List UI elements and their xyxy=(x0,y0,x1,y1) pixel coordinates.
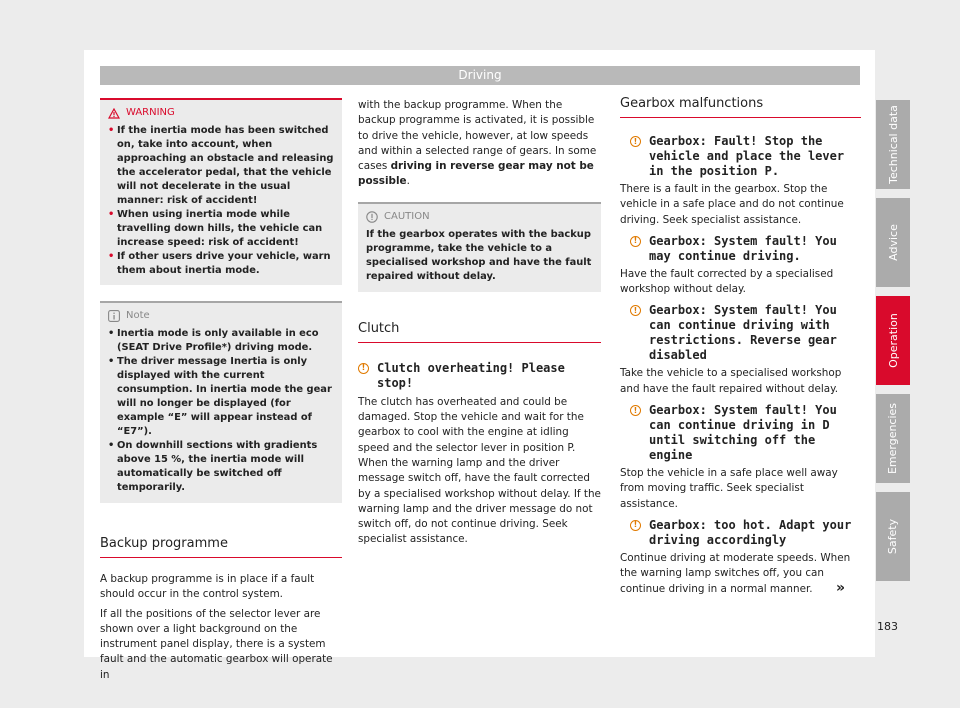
note-item: • Inertia mode is only available in eco (SEAT Drive Profile*) driving mode. xyxy=(108,327,334,355)
note-item: • The driver message Inertia is only displayed with the current consumption. In inertia mode the gear will no longer be displayed (for example “E” will appear instead of “E7”). xyxy=(108,355,334,439)
warning-lamp-icon: ! xyxy=(358,363,369,374)
warning-header xyxy=(108,106,334,120)
backup-text-c: . xyxy=(406,175,410,188)
gearbox-entry-text: Continue driving at moderate speeds. When the warning lamp switches off, you can continue driving in a normal manner. xyxy=(620,551,851,595)
note-header xyxy=(108,309,334,323)
warning-lamp-icon: ! xyxy=(630,236,641,247)
continue-marker: » xyxy=(836,580,846,596)
tab-advice[interactable] xyxy=(876,198,910,287)
tab-label: Technical data xyxy=(886,105,900,184)
note-item: • On downhill sections with gradients above 15 %, the inertia mode will automatically be switched off temporarily. xyxy=(108,439,334,495)
tab-label: Emergencies xyxy=(886,402,900,475)
clutch-text: The clutch has overheated and could be damaged. Stop the vehicle and wait for the gearbox to cool with the engine at idling speed and the selector lever in position P. When the warning lamp and the driver message switch off, have the fault corrected by a specialised workshop without delay. If the warning lamp and the driver message do not switch off, do not continue driving. Seek specialist assistance. xyxy=(358,395,601,546)
gearbox-message xyxy=(630,518,861,548)
gearbox-message xyxy=(630,403,861,463)
tab-label: Operation xyxy=(886,313,900,368)
note-label: Note xyxy=(126,310,150,321)
gearbox-message-text: Gearbox: too hot. Adapt your driving accordingly xyxy=(649,517,852,547)
warning-lamp-icon: ! xyxy=(630,520,641,531)
caution-box xyxy=(358,202,601,292)
gearbox-message-text: Gearbox: Fault! Stop the vehicle and place the lever in the position P. xyxy=(649,134,845,178)
backup-text-bold: driving in reverse gear may not be possible xyxy=(358,160,594,188)
tab-operation[interactable] xyxy=(876,296,910,385)
caution-text: If the gearbox operates with the backup programme, take the vehicle to a specialised workshop and have the fault repaired without delay. xyxy=(366,228,592,282)
note-box xyxy=(100,301,342,503)
gearbox-entry-text: There is a fault in the gearbox. Stop the vehicle in a safe place and do not continue driving. Seek specialist assistance. xyxy=(620,183,844,226)
column-left xyxy=(100,98,342,683)
caution-header xyxy=(366,210,593,224)
tab-emergencies[interactable] xyxy=(876,394,910,483)
warning-triangle-icon xyxy=(108,108,120,119)
gearbox-message-text: Gearbox: System fault! You may continue driving. xyxy=(649,233,837,263)
warning-item: • If other users drive your vehicle, warn them about inertia mode. xyxy=(108,250,334,278)
page-number: 183 xyxy=(877,620,898,633)
chapter-tabs xyxy=(876,100,910,590)
tab-label: Safety xyxy=(886,518,900,555)
gearbox-message-text: Gearbox: System fault! You can continue driving in D until switching off the engine xyxy=(649,403,837,463)
tab-label: Advice xyxy=(886,224,900,261)
clutch-message-text: Clutch overheating! Please stop! xyxy=(377,360,565,390)
warning-label: WARNING xyxy=(126,107,175,118)
backup-paragraph-3 xyxy=(358,98,601,190)
backup-programme-heading: Backup programme xyxy=(100,535,342,558)
gearbox-entry-text: Stop the vehicle in a safe place well away from moving traffic. Seek specialist assistance. xyxy=(620,467,838,510)
column-right xyxy=(620,95,861,597)
tab-technical-data[interactable] xyxy=(876,100,910,189)
gearbox-message xyxy=(630,234,861,264)
gearbox-entry-text: Take the vehicle to a specialised workshop and have the fault repaired without delay. xyxy=(620,367,842,395)
clutch-message xyxy=(358,361,601,391)
gearbox-message xyxy=(630,134,861,179)
backup-paragraph-1: A backup programme is in place if a fault should occur in the control system. xyxy=(100,573,315,601)
gearbox-message-text: Gearbox: System fault! You can continue driving with restrictions. Reverse gear disabled xyxy=(649,303,837,363)
warning-lamp-icon: ! xyxy=(630,305,641,316)
caution-label: CAUTION xyxy=(384,210,430,222)
backup-paragraph-2: If all the positions of the selector lever are shown over a light background on the instrument panel display, there is a system fault and the automatic gearbox will operate in xyxy=(100,607,333,681)
warning-item: • When using inertia mode while travelling down hills, the vehicle can increase speed: risk of accident! xyxy=(108,208,334,250)
warning-lamp-icon: ! xyxy=(630,405,641,416)
warning-item: • If the inertia mode has been switched on, take into account, when approaching an obstacle and releasing the accelerator pedal, that the vehicle will not decelerate in the usual manner: risk of accident! xyxy=(108,124,334,208)
gearbox-heading: Gearbox malfunctions xyxy=(620,95,861,118)
backup-text-a: with the backup programme. When the backup programme is activated, it is possible to drive the vehicle, however, at low speeds and within a selected range of gears. In some cases xyxy=(358,99,597,173)
gearbox-message xyxy=(630,303,861,363)
caution-icon xyxy=(366,211,378,223)
column-middle xyxy=(358,98,601,548)
warning-box xyxy=(100,98,342,285)
warning-lamp-icon: ! xyxy=(630,136,641,147)
info-icon xyxy=(108,310,120,322)
clutch-heading: Clutch xyxy=(358,320,601,343)
gearbox-entry-text: Have the fault corrected by a specialised workshop without delay. xyxy=(620,267,834,296)
tab-safety[interactable] xyxy=(876,492,910,581)
chapter-header: Driving xyxy=(100,66,860,85)
